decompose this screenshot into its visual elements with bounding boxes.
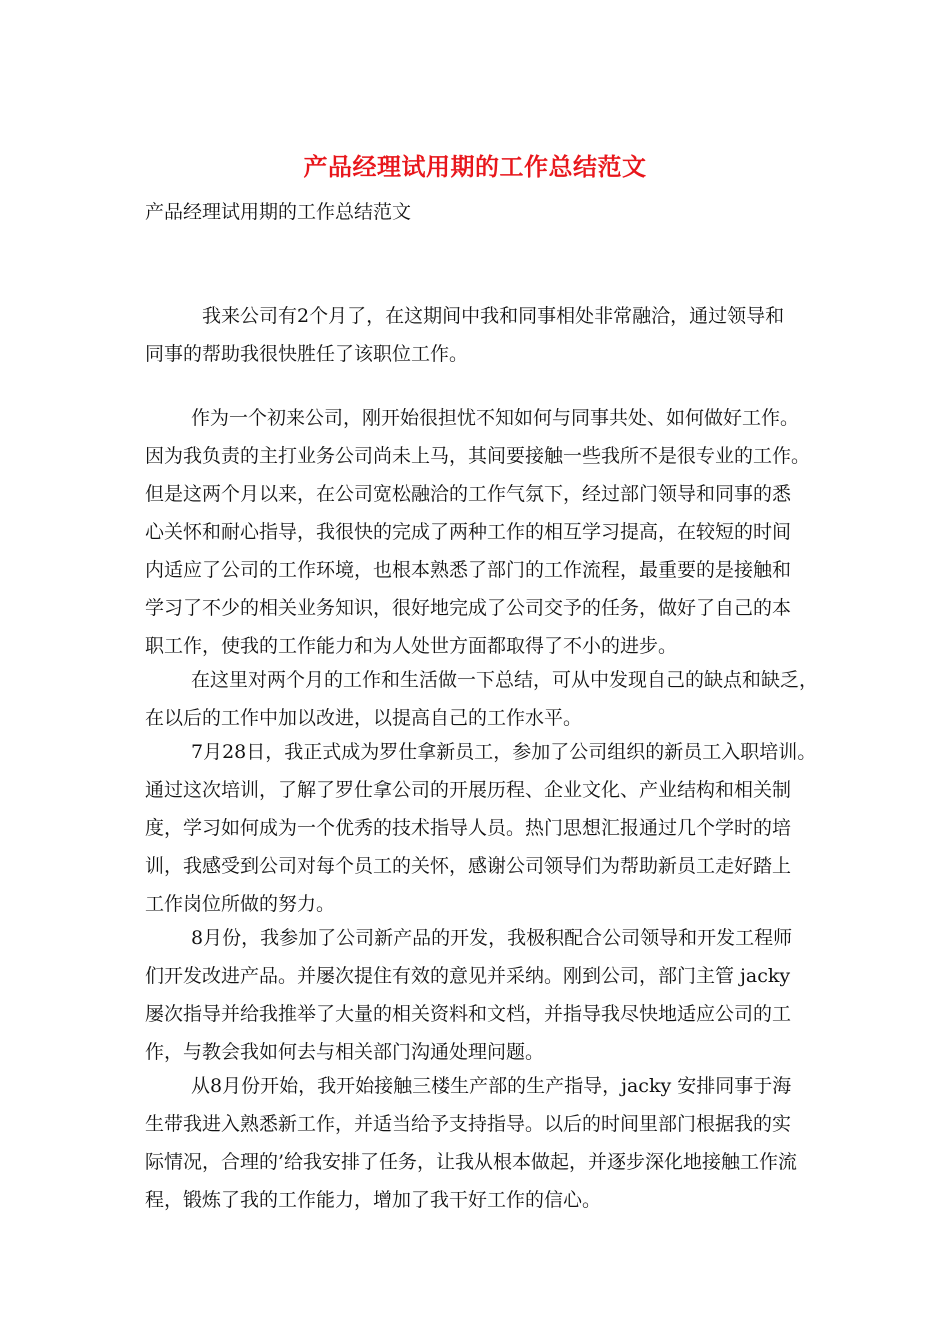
body-line: 心关怀和耐心指导，我很快的完成了两种工作的相互学习提高，在较短的时间	[145, 521, 792, 543]
body-line: 生带我进入熟悉新工作，并适当给予支持指导。以后的时间里部门根据我的实	[145, 1113, 792, 1135]
body-line: 但是这两个月以来，在公司宽松融洽的工作气氛下，经过部门领导和同事的悉	[145, 483, 792, 505]
body-line: 在这里对两个月的工作和生活做一下总结，可从中发现自己的缺点和缺乏，	[191, 669, 819, 691]
body-line: 同事的帮助我很快胜任了该职位工作。	[145, 343, 469, 365]
body-line: 屡次指导并给我推举了大量的相关资料和文档，并指导我尽快地适应公司的工	[145, 1003, 792, 1025]
body-line: 7月28日，我正式成为罗仕拿新员工，参加了公司组织的新员工入职培训。	[191, 741, 817, 763]
body-line: 我来公司有2个月了，在这期间中我和同事相处非常融洽，通过领导和	[202, 305, 785, 327]
document-subtitle: 产品经理试用期的工作总结范文	[145, 201, 412, 223]
body-line: 们开发改进产品。并屡次提住有效的意见并采纳。刚到公司，部门主管 jacky	[145, 965, 791, 987]
body-line: 8月份，我参加了公司新产品的开发，我极积配合公司领导和开发工程师	[191, 927, 793, 949]
body-line: 程，锻炼了我的工作能力，增加了我干好工作的信心。	[145, 1189, 602, 1211]
body-line: 学习了不少的相关业务知识，很好地完成了公司交予的任务，做好了自己的本	[145, 597, 792, 619]
body-line: 作，与教会我如何去与相关部门沟通处理问题。	[145, 1041, 545, 1063]
body-line: 际情况，合理的’给我安排了任务，让我从根本做起，并逐步深化地接触工作流	[145, 1151, 798, 1173]
body-line: 职工作，使我的工作能力和为人处世方面都取得了不小的进步。	[145, 635, 678, 657]
body-line: 内适应了公司的工作环境，也根本熟悉了部门的工作流程，最重要的是接触和	[145, 559, 792, 581]
body-line: 在以后的工作中加以改进，以提高自己的工作水平。	[145, 707, 583, 729]
body-line: 作为一个初来公司，刚开始很担忧不知如何与同事共处、如何做好工作。	[191, 407, 800, 429]
body-line: 训，我感受到公司对每个员工的关怀，感谢公司领导们为帮助新员工走好踏上	[145, 855, 792, 877]
body-line: 因为我负责的主打业务公司尚未上马，其间要接触一些我所不是很专业的工作。	[145, 445, 811, 467]
document-title: 产品经理试用期的工作总结范文	[303, 152, 647, 181]
body-line: 从8月份开始，我开始接触三楼生产部的生产指导，jacky 安排同事于海	[191, 1075, 792, 1097]
body-line: 度，学习如何成为一个优秀的技术指导人员。热门思想汇报通过几个学时的培	[145, 817, 792, 839]
body-line: 工作岗位所做的努力。	[145, 893, 336, 915]
body-line: 通过这次培训，了解了罗仕拿公司的开展历程、企业文化、产业结构和相关制	[145, 779, 792, 801]
